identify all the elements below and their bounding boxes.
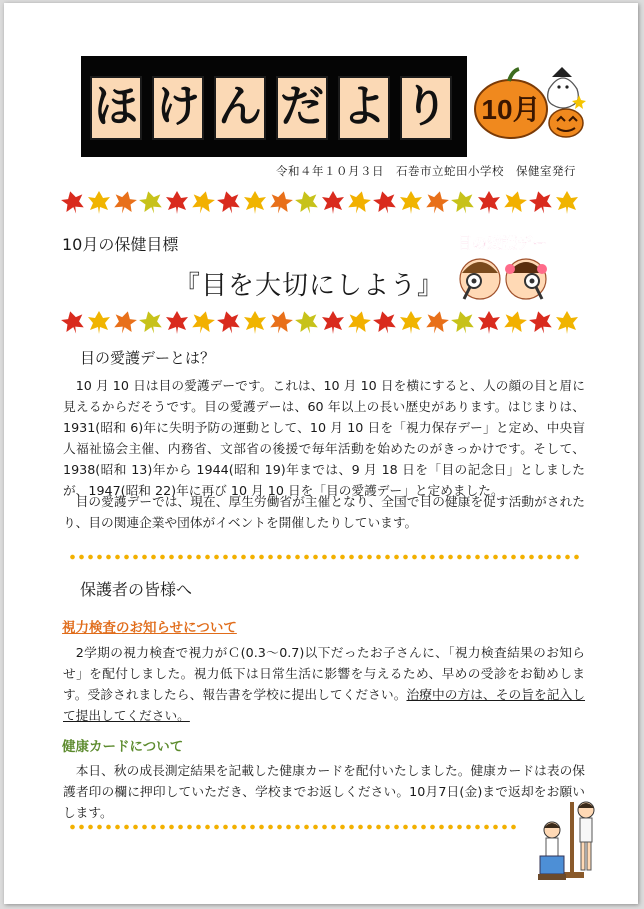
leaf-icon (400, 311, 422, 334)
leaf-icon (294, 189, 321, 215)
leaf-icon (450, 309, 477, 335)
dotted-divider (68, 553, 580, 561)
leaf-icon (244, 191, 266, 214)
leaf-icon (267, 189, 294, 215)
leaf-icon (60, 309, 87, 335)
title-char: け (152, 76, 204, 140)
leaf-icon (556, 311, 578, 334)
dotted-divider (68, 823, 518, 831)
leaf-icon (450, 189, 477, 215)
leaf-icon (345, 189, 372, 215)
leaf-icon (322, 191, 344, 214)
leaf-icon (111, 309, 138, 335)
monthly-goal-label: 10月の保健目標 (62, 235, 179, 254)
eye-day-paragraph: 目の愛護デーでは、現在、厚生労働省が主催となり、全国で目の健康を促す活動がされたり、目の関連企業や団体がイベントを開催したりしています。 (63, 494, 585, 530)
vision-test-paragraph: 2学期の視力検査で視力がＣ(0.3～0.7)以下だったお子さんに、「視力検査結果のお知らせ」を配付しました。視力低下は日常生活に影響を与えるため、早めの受診をお勧めします。受診されましたら、報告書を学校に提出してください。治療中の方は、その旨を記入して提出してください。 (63, 645, 586, 723)
leaf-icon (423, 309, 450, 335)
eye-day-caption: 目の愛護デー (456, 234, 548, 252)
leaf-icon (189, 189, 216, 215)
leaf-icon (138, 309, 165, 335)
leaf-icon (88, 311, 110, 334)
guardians-heading: 保護者の皆様へ (80, 580, 193, 599)
leaf-icon (400, 191, 422, 214)
issue-meta: 令和４年１０月３日 石巻市立蛇田小学校 保健室発行 (276, 164, 576, 178)
leaf-icon (244, 311, 266, 334)
autumn-leaf-border (60, 189, 580, 215)
eye-day-heading: 目の愛護デーとは？ (80, 349, 216, 367)
leaf-icon (478, 311, 500, 334)
leaf-icon (166, 311, 188, 334)
leaf-icon (216, 309, 243, 335)
height-measuring-illustration (534, 796, 606, 882)
leaf-icon (372, 309, 399, 335)
leaf-icon (189, 309, 216, 335)
newsletter-page (4, 3, 638, 904)
title-char: だ (276, 76, 328, 140)
title-char: ほ (90, 76, 142, 140)
month-badge-text: 10月 (481, 94, 541, 125)
leaf-icon (423, 189, 450, 215)
title-char: り (400, 76, 452, 140)
leaf-icon (111, 189, 138, 215)
leaf-icon (372, 189, 399, 215)
leaf-icon (501, 189, 528, 215)
leaf-icon (322, 311, 344, 334)
leaf-icon (138, 189, 165, 215)
leaf-icon (528, 189, 555, 215)
leaf-icon (267, 309, 294, 335)
leaf-icon (345, 309, 372, 335)
leaf-icon (528, 309, 555, 335)
title-char: よ (338, 76, 390, 140)
leaf-icon (501, 309, 528, 335)
eye-day-paragraph: 10 月 10 日は目の愛護デーです。これは、10 月 10 日を横にすると、人の顔の目と眉に見えるからだそうです。目の愛護デーは、60 年以上の長い歴史があります。はじまりは、1931(昭和 6)年に失明予防の運動として、10 月 10 日を「視力保存デー」と定め、中央盲人福祉協会主催、内務省、文部省の後援で毎年活動を始めたのがきっかけです。そして、1938(昭和 13)年から 1944(昭和 19)年までは、9 月 18 日を「目の記念日」としましたが、1947(昭和 22)年に再び 10 月 10 日を「目の愛護デー」と定めました。 (63, 378, 585, 498)
vision-test-heading: 視力検査のお知らせについて (62, 620, 237, 636)
pumpkin-month-badge (469, 65, 589, 145)
title-char: ん (214, 76, 266, 140)
leaf-icon (216, 189, 243, 215)
leaf-icon (478, 191, 500, 214)
health-card-heading: 健康カードについて (62, 739, 184, 755)
title-banner (81, 56, 467, 157)
leaf-icon (166, 191, 188, 214)
vision-test-underlined-note: 治療中の方は、その旨を記入して提出してください。 (63, 687, 586, 723)
leaf-icon (60, 189, 87, 215)
health-card-paragraph: 本日、秋の成長測定結果を記載した健康カードを配付いたしました。健康カードは表の保護者印の欄に押印していただき、学校までお返しください。10月7日(金)まで返却をお願いします。 (63, 763, 585, 820)
eye-day-illustration (440, 229, 560, 307)
autumn-leaf-border (60, 309, 580, 335)
leaf-icon (556, 191, 578, 214)
leaf-icon (88, 191, 110, 214)
leaf-icon (294, 309, 321, 335)
monthly-goal-slogan: 『目を大切にしよう』 (174, 271, 445, 301)
